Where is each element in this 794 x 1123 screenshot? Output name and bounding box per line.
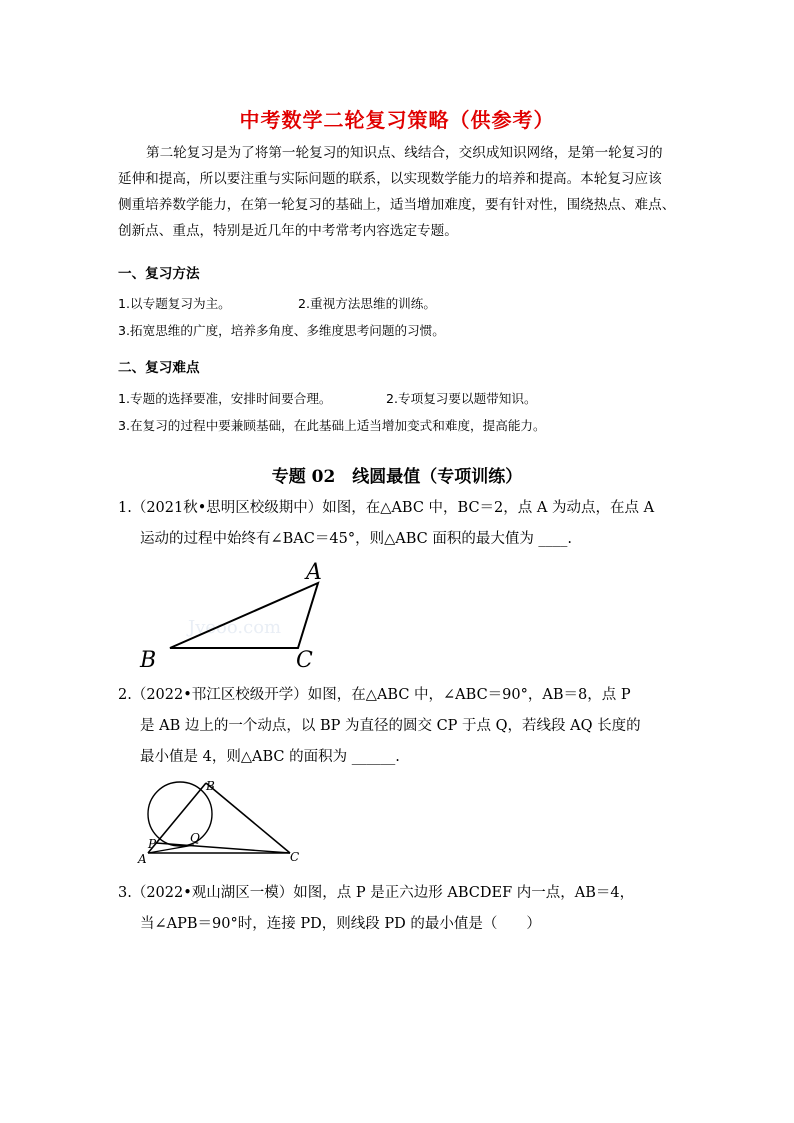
label-c: C <box>296 648 313 673</box>
figure-q1-triangle <box>130 555 330 675</box>
intro-paragraph <box>118 140 686 244</box>
label-b: B <box>140 648 157 673</box>
watermark: Jyeoo.com <box>188 617 282 638</box>
page-title: 中考数学二轮复习策略（供参考） <box>239 108 555 132</box>
difficulty-item-1: 1.专题的选择要准，安排时间要合理。 <box>118 391 332 406</box>
intro-line: 侧重培养数学能力，在第一轮复习的基础上，适当增加难度，要有针对性，围绕热点、难点、 <box>118 197 676 213</box>
label-p: P <box>148 837 157 851</box>
label-a: A <box>306 560 322 585</box>
question-1-line-2: 运动的过程中始终有∠BAC＝45°，则△ABC 面积的最大值为 ____. <box>140 531 573 547</box>
figure-q2-circle <box>130 772 310 868</box>
label-a: A <box>138 852 147 866</box>
segment-bc <box>206 783 290 853</box>
question-2-line-1: 2.（2022•邗江区校级开学）如图，在△ABC 中，∠ABC＝90°，AB＝8，点 P <box>118 687 631 703</box>
intro-line: 创新点、重点，特别是近几年的中考常考内容选定专题。 <box>118 223 458 239</box>
method-item-2: 2.重视方法思维的训练。 <box>298 296 436 311</box>
intro-line: 第二轮复习是为了将第一轮复习的知识点、线结合，交织成知识网络，是第一轮复习的 <box>146 145 663 161</box>
question-3-line-1: 3.（2022•观山湖区一模）如图，点 P 是正六边形 ABCDEF 内一点，AB＝4， <box>118 885 635 901</box>
question-2-line-3: 最小值是 4，则△ABC 的面积为 ______. <box>140 749 400 765</box>
difficulty-item-2: 2.专项复习要以题带知识。 <box>386 391 537 406</box>
label-c: C <box>290 850 300 864</box>
intro-line: 延伸和提高，所以要注重与实际问题的联系，以实现数学能力的培养和提高。本轮复习应该 <box>118 171 662 187</box>
question-3-line-2: 当∠APB＝90°时，连接 PD，则线段 PD 的最小值是（ ） <box>140 916 541 932</box>
question-2-line-2: 是 AB 边上的一个动点，以 BP 为直径的圆交 CP 于点 Q，若线段 AQ 长度的 <box>140 718 641 734</box>
label-q: Q <box>190 831 200 845</box>
triangle-abc <box>170 583 318 648</box>
topic-title: 专题 02 线圆最值（专项训练） <box>271 467 523 487</box>
section-heading-methods: 一、复习方法 <box>118 266 200 282</box>
difficulty-item-3: 3.在复习的过程中要兼顾基础，在此基础上适当增加变式和难度，提高能力。 <box>118 418 546 433</box>
question-1-line-1: 1.（2021秋•思明区校级期中）如图，在△ABC 中，BC＝2，点 A 为动点，在点 A <box>118 500 655 516</box>
method-item-3: 3.拓宽思维的广度，培养多角度、多维度思考问题的习惯。 <box>118 323 445 338</box>
method-item-1: 1.以专题复习为主。 <box>118 296 231 311</box>
label-b: B <box>206 779 215 793</box>
section-heading-difficulties: 二、复习难点 <box>118 360 200 376</box>
